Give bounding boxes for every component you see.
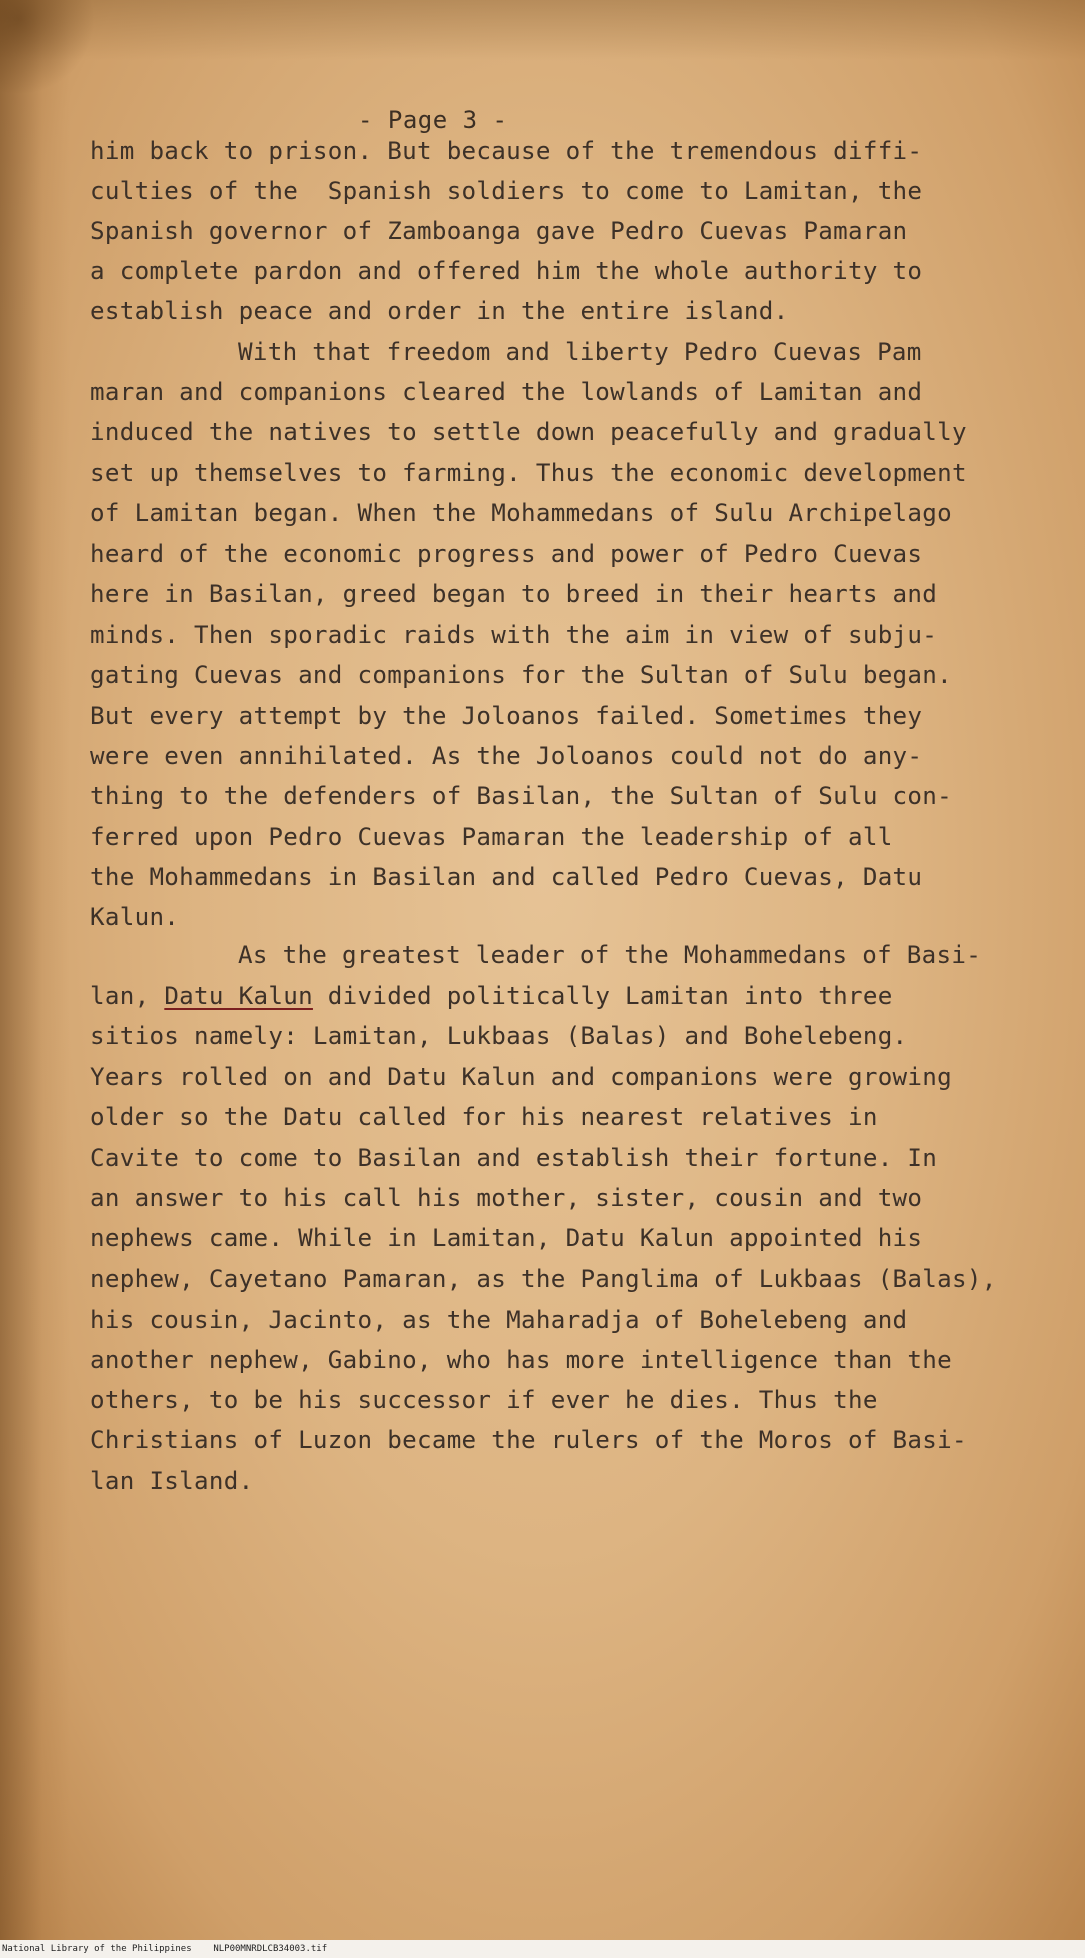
text-line: establish peace and order in the entire island.	[90, 297, 789, 325]
text-line: But every attempt by the Joloanos failed. Sometimes they	[90, 702, 923, 730]
text-line: As the greatest leader of the Mohammedans of Basi-	[238, 941, 982, 969]
text-line: Cavite to come to Basilan and establish their fortune. In	[90, 1144, 938, 1172]
page-top-shading	[0, 0, 1085, 60]
underlined-datu-name: Datu Kalun	[164, 982, 313, 1010]
text-line: a complete pardon and offered him the whole authority to	[90, 257, 923, 285]
text-line: lan, Datu Kalun divided politically Lamitan into three	[90, 982, 893, 1010]
text-line: an answer to his call his mother, sister, cousin and two	[90, 1184, 923, 1212]
page-edge-shading	[0, 0, 70, 1940]
scan-footer-text	[2, 1944, 327, 1954]
text-line: gating Cuevas and companions for the Sultan of Sulu began.	[90, 661, 953, 689]
text-line: sitios namely: Lamitan, Lukbaas (Balas) and Bohelebeng.	[90, 1022, 908, 1050]
page-number-heading: - Page 3 -	[358, 106, 508, 134]
text-line: his cousin, Jacinto, as the Maharadja of Bohelebeng and	[90, 1306, 908, 1334]
text-line: another nephew, Gabino, who has more intelligence than the	[90, 1346, 953, 1374]
corner-stain	[0, 0, 95, 95]
text-line: others, to be his successor if ever he dies. Thus the	[90, 1386, 878, 1414]
text-line: the Mohammedans in Basilan and called Pedro Cuevas, Datu	[90, 863, 923, 891]
text-line: thing to the defenders of Basilan, the Sultan of Sulu con-	[90, 782, 953, 810]
text-line: Christians of Luzon became the rulers of the Moros of Basi-	[90, 1426, 967, 1454]
first-line-end: diffi-	[833, 137, 923, 165]
text-line: Kalun.	[90, 903, 180, 931]
text-line	[90, 136, 922, 166]
text-line: older so the Datu called for his nearest relatives in	[90, 1103, 878, 1131]
text-line: culties of the Spanish soldiers to come to Lamitan, the	[90, 177, 923, 205]
text-line: With that freedom and liberty Pedro Cuevas Pam	[238, 338, 922, 366]
first-line-start: him back to prison. But because of the tremendous	[90, 137, 834, 165]
text-line: minds. Then sporadic raids with the aim in view of subju-	[90, 621, 938, 649]
text-line: of Lamitan began. When the Mohammedans of Sulu Archipelago	[90, 499, 953, 527]
text-line: heard of the economic progress and power of Pedro Cuevas	[90, 540, 923, 568]
footer-library-name: National Library of the Philippines	[2, 1944, 192, 1954]
text-line: lan Island.	[90, 1467, 254, 1495]
text-line: induced the natives to settle down peacefully and gradually	[90, 418, 967, 446]
text-line: were even annihilated. As the Joloanos could not do any-	[90, 742, 923, 770]
text-line: Years rolled on and Datu Kalun and companions were growing	[90, 1063, 953, 1091]
text-line: here in Basilan, greed began to breed in their hearts and	[90, 580, 938, 608]
text-line: Spanish governor of Zamboanga gave Pedro Cuevas Pamaran	[90, 217, 908, 245]
text-line: set up themselves to farming. Thus the economic development	[90, 459, 967, 487]
footer-file-name: NLP00MNRDLCB34003.tif	[213, 1944, 328, 1954]
text-line: nephew, Cayetano Pamaran, as the Panglima of Lukbaas (Balas),	[90, 1265, 997, 1293]
text-line: nephews came. While in Lamitan, Datu Kalun appointed his	[90, 1224, 923, 1252]
text-line: maran and companions cleared the lowlands of Lamitan and	[90, 378, 923, 406]
text-line: ferred upon Pedro Cuevas Pamaran the leadership of all	[90, 823, 893, 851]
